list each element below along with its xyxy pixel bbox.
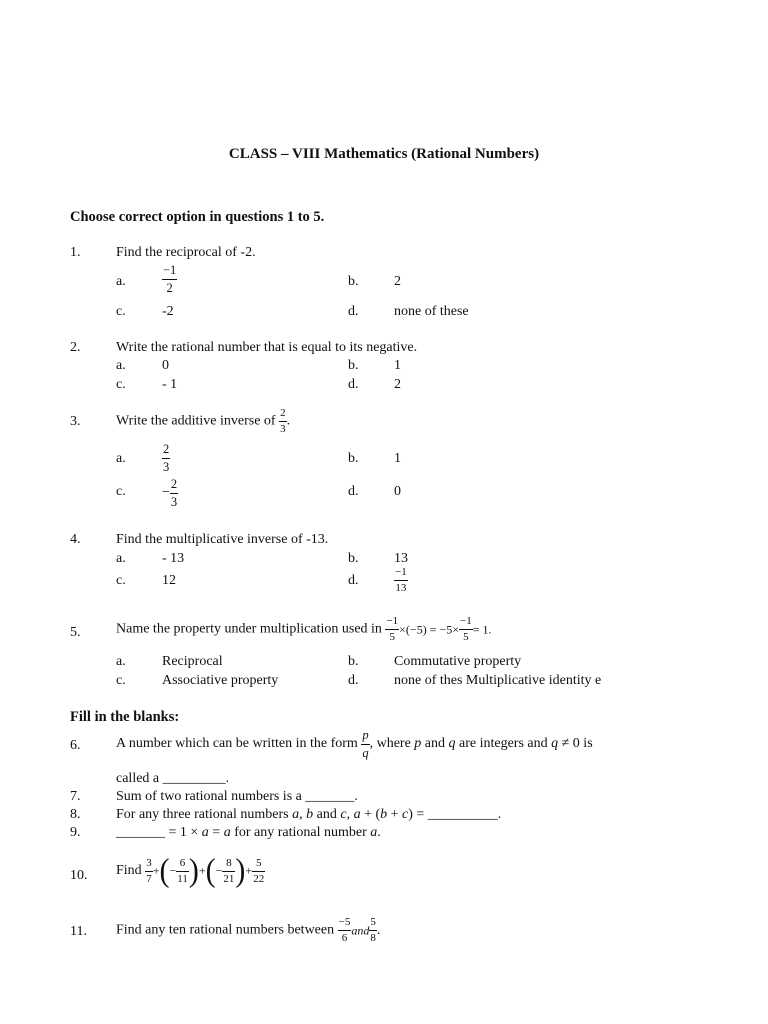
- option-d-value: 0: [394, 484, 401, 499]
- fraction: $\frac{p}{q}$: [362, 728, 369, 760]
- equation: $\frac{-1}{5}$ ×(−5) = −5× $\frac{-1}{5}$ = 1.: [386, 615, 492, 643]
- option-label: d.: [348, 673, 359, 688]
- option-label: b.: [348, 451, 359, 466]
- option-label: c.: [116, 484, 126, 499]
- option-b-value: 2: [394, 274, 401, 289]
- question-number: 5.: [70, 625, 81, 640]
- question-text: A number which can be written in the form $\frac{p}{q}$ , where p and q are integers and q ≠ 0 is: [116, 728, 593, 760]
- option-label: d.: [348, 304, 359, 319]
- page-title: CLASS – VIII Mathematics (Rational Numbers): [228, 146, 540, 162]
- expression: $\frac{-5}{6}$ and $\frac{5}{8}$ .: [338, 916, 381, 944]
- option-a-value: - 13: [162, 551, 185, 566]
- option-a-value: 0: [162, 358, 169, 373]
- question-text: Name the property under multiplication used in $\frac{-1}{5}$ ×(−5) = −5× $\frac{-1}{5}$ = 1.: [116, 615, 492, 643]
- fraction: $\frac{-1}{13}$: [395, 566, 407, 594]
- question-text: Find any ten rational numbers between $\frac{-5}{6}$ and $\frac{5}{8}$ .: [116, 916, 381, 944]
- option-label: d.: [348, 484, 359, 499]
- option-label: a.: [116, 274, 126, 289]
- option-b-value: 1: [394, 358, 401, 373]
- option-a-value: [162, 443, 170, 473]
- option-c-value: - 1: [162, 377, 178, 392]
- question-number: 9.: [70, 825, 81, 840]
- option-b-value: Commutative property: [394, 654, 522, 669]
- fraction: $\frac{2}{3}$: [280, 407, 286, 435]
- question-number: 8.: [70, 807, 81, 822]
- option-a-value: Reciprocal: [162, 654, 223, 669]
- section-instruction-fill-blanks: Fill in the blanks:: [70, 709, 180, 725]
- question-number: 7.: [70, 789, 81, 804]
- option-c-value: Associative property: [162, 673, 279, 688]
- option-b-value: 13: [394, 551, 408, 566]
- option-label: c.: [116, 573, 126, 588]
- option-label: b.: [348, 654, 359, 669]
- question-number: 1.: [70, 245, 81, 260]
- question-number: 4.: [70, 532, 81, 547]
- option-c-value: -2: [162, 304, 174, 319]
- option-label: a.: [116, 451, 126, 466]
- fraction: $\frac{2}{3}$: [170, 477, 178, 509]
- expression: $\frac{3}{7}$ +(− $\frac{6}{11}$ )+(− $\frac{8}{21}$ )+ $\frac{5}{22}$: [146, 852, 265, 889]
- option-label: b.: [348, 274, 359, 289]
- fraction: $\frac{-1}{2}$: [163, 263, 177, 295]
- question-text: Write the additive inverse of $\frac{2}{3}$ .: [116, 407, 291, 435]
- option-label: b.: [348, 358, 359, 373]
- option-label: a.: [116, 551, 126, 566]
- fraction: $\frac{2}{3}$: [163, 442, 170, 474]
- option-c-value: 12: [162, 573, 176, 588]
- option-label: a.: [116, 654, 126, 669]
- option-label: a.: [116, 358, 126, 373]
- option-d-value: 2: [394, 377, 401, 392]
- question-text: _______ = 1 × a = a for any rational number a.: [116, 825, 381, 840]
- question-text: Find $\frac{3}{7}$ +(− $\frac{6}{11}$ )+(− $\frac{8}{21}$ )+ $\frac{5}{22}$: [116, 852, 265, 889]
- section-instruction-mcq: Choose correct option in questions 1 to 5.: [70, 209, 325, 225]
- option-label: c.: [116, 304, 126, 319]
- question-number: 2.: [70, 340, 81, 355]
- option-label: c.: [116, 673, 126, 688]
- option-d-value: none of thes Multiplicative identity e: [394, 673, 602, 688]
- question-text: Write the rational number that is equal to its negative.: [116, 340, 418, 355]
- option-d-value: none of these: [394, 304, 469, 319]
- option-label: c.: [116, 377, 126, 392]
- question-number: 3.: [70, 414, 81, 429]
- question-text-continued: called a _________.: [116, 771, 230, 786]
- question-text: Sum of two rational numbers is a _______.: [116, 789, 358, 804]
- question-number: 11.: [70, 924, 87, 939]
- option-b-value: 1: [394, 451, 401, 466]
- option-d-value: [394, 567, 408, 594]
- option-label: b.: [348, 551, 359, 566]
- question-text: Find the reciprocal of -2.: [116, 245, 256, 260]
- question-text: For any three rational numbers a, b and c, a + (b + c) = __________.: [116, 807, 502, 822]
- question-number: 6.: [70, 738, 81, 753]
- question-text: Find the multiplicative inverse of -13.: [116, 532, 329, 547]
- question-number: 10.: [70, 868, 88, 883]
- option-label: d.: [348, 573, 359, 588]
- option-label: d.: [348, 377, 359, 392]
- option-c-value: − $\frac{2}{3}$: [162, 477, 178, 509]
- option-a-value: [162, 264, 177, 294]
